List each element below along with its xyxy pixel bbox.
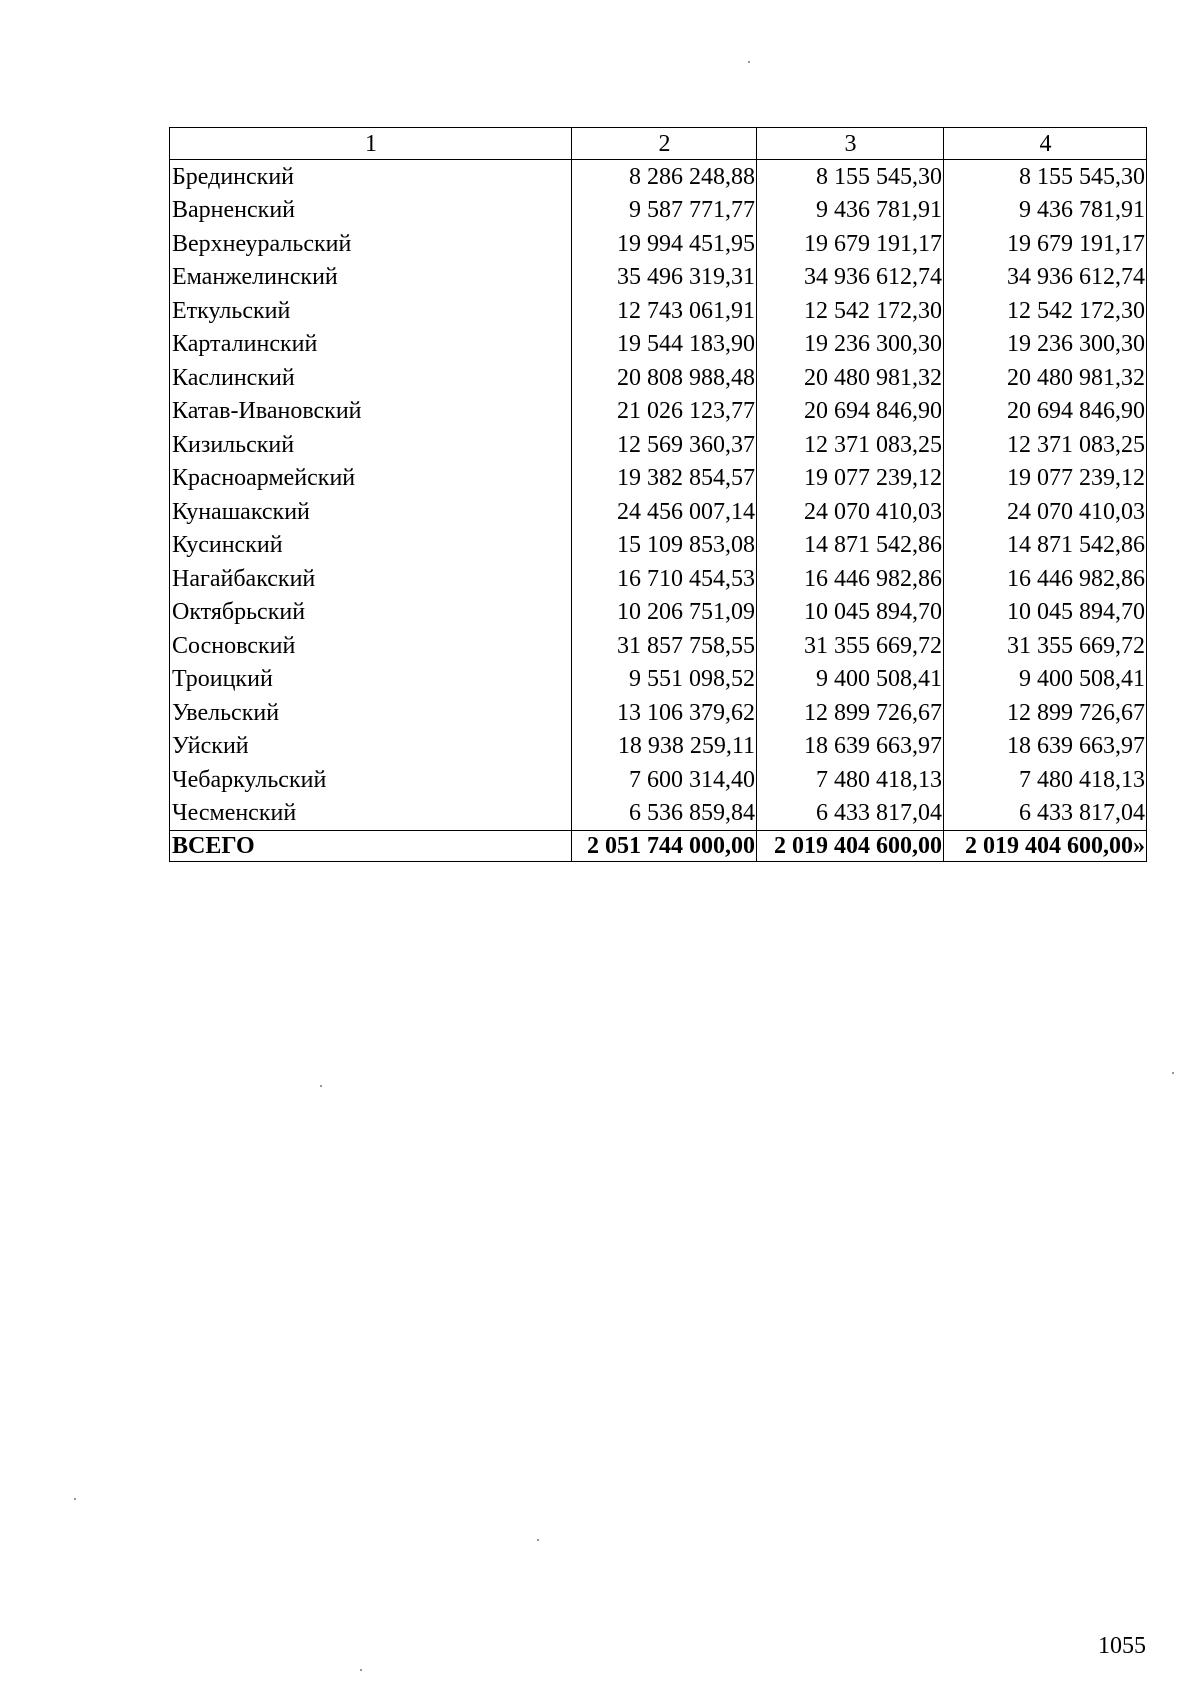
amount-cell-3: 34 936 612,74 bbox=[757, 261, 944, 295]
amount-cell-4: 34 936 612,74 bbox=[944, 261, 1147, 295]
table-row bbox=[170, 696, 1147, 730]
amount-cell-2: 13 106 379,62 bbox=[572, 696, 757, 730]
column-header-4: 4 bbox=[944, 128, 1147, 160]
table-header bbox=[170, 128, 1147, 160]
amount-cell-2: 21 026 123,77 bbox=[572, 395, 757, 429]
table-row bbox=[170, 663, 1147, 697]
amount-cell-4: 9 400 508,41 bbox=[944, 663, 1147, 697]
amount-cell-3: 24 070 410,03 bbox=[757, 495, 944, 529]
budget-table bbox=[169, 127, 1147, 862]
table-row bbox=[170, 294, 1147, 328]
district-name-cell: Увельский bbox=[170, 696, 572, 730]
scan-speck bbox=[748, 61, 750, 63]
amount-cell-2: 7 600 314,40 bbox=[572, 763, 757, 797]
table-row bbox=[170, 227, 1147, 261]
amount-cell-4: 9 436 781,91 bbox=[944, 194, 1147, 228]
column-header-2: 2 bbox=[572, 128, 757, 160]
table-footer bbox=[170, 831, 1147, 862]
amount-cell-4: 19 077 239,12 bbox=[944, 462, 1147, 496]
amount-cell-4: 24 070 410,03 bbox=[944, 495, 1147, 529]
amount-cell-3: 19 077 239,12 bbox=[757, 462, 944, 496]
scan-speck bbox=[360, 1669, 362, 1671]
table-row bbox=[170, 194, 1147, 228]
district-name-cell: Варненский bbox=[170, 194, 572, 228]
table-row bbox=[170, 730, 1147, 764]
page-number: 1055 bbox=[1098, 1633, 1146, 1659]
scan-speck bbox=[74, 1498, 76, 1500]
amount-cell-4: 14 871 542,86 bbox=[944, 529, 1147, 563]
amount-cell-2: 9 551 098,52 bbox=[572, 663, 757, 697]
amount-cell-2: 35 496 319,31 bbox=[572, 261, 757, 295]
district-name-cell: Карталинский bbox=[170, 328, 572, 362]
amount-cell-3: 18 639 663,97 bbox=[757, 730, 944, 764]
amount-cell-2: 19 382 854,57 bbox=[572, 462, 757, 496]
amount-cell-4: 20 480 981,32 bbox=[944, 361, 1147, 395]
column-header-3: 3 bbox=[757, 128, 944, 160]
amount-cell-2: 9 587 771,77 bbox=[572, 194, 757, 228]
district-name-cell: Каслинский bbox=[170, 361, 572, 395]
district-name-cell: Кунашакский bbox=[170, 495, 572, 529]
district-name-cell: Кусинский bbox=[170, 529, 572, 563]
total-value-2: 2 051 744 000,00 bbox=[572, 831, 757, 862]
amount-cell-2: 24 456 007,14 bbox=[572, 495, 757, 529]
scan-speck bbox=[320, 1085, 322, 1087]
amount-cell-4: 12 542 172,30 bbox=[944, 294, 1147, 328]
amount-cell-4: 8 155 545,30 bbox=[944, 160, 1147, 194]
table-row bbox=[170, 428, 1147, 462]
district-name-cell: Еманжелинский bbox=[170, 261, 572, 295]
district-name-cell: Уйский bbox=[170, 730, 572, 764]
amount-cell-2: 15 109 853,08 bbox=[572, 529, 757, 563]
table-row bbox=[170, 596, 1147, 630]
district-name-cell: Красноармейский bbox=[170, 462, 572, 496]
table-row bbox=[170, 361, 1147, 395]
scan-speck bbox=[537, 1539, 539, 1541]
total-label: ВСЕГО bbox=[170, 831, 572, 862]
amount-cell-4: 16 446 982,86 bbox=[944, 562, 1147, 596]
table-row bbox=[170, 462, 1147, 496]
amount-cell-2: 19 994 451,95 bbox=[572, 227, 757, 261]
district-name-cell: Чесменский bbox=[170, 797, 572, 831]
table-row bbox=[170, 395, 1147, 429]
table-row bbox=[170, 529, 1147, 563]
amount-cell-2: 20 808 988,48 bbox=[572, 361, 757, 395]
table-row bbox=[170, 763, 1147, 797]
district-name-cell: Троицкий bbox=[170, 663, 572, 697]
district-name-cell: Сосновский bbox=[170, 629, 572, 663]
scan-speck bbox=[1172, 1072, 1174, 1074]
district-name-cell: Нагайбакский bbox=[170, 562, 572, 596]
table-row bbox=[170, 495, 1147, 529]
amount-cell-4: 12 371 083,25 bbox=[944, 428, 1147, 462]
amount-cell-3: 14 871 542,86 bbox=[757, 529, 944, 563]
district-name-cell: Еткульский bbox=[170, 294, 572, 328]
amount-cell-3: 9 436 781,91 bbox=[757, 194, 944, 228]
amount-cell-4: 7 480 418,13 bbox=[944, 763, 1147, 797]
table-row bbox=[170, 261, 1147, 295]
amount-cell-4: 31 355 669,72 bbox=[944, 629, 1147, 663]
amount-cell-3: 20 480 981,32 bbox=[757, 361, 944, 395]
amount-cell-3: 20 694 846,90 bbox=[757, 395, 944, 429]
amount-cell-4: 18 639 663,97 bbox=[944, 730, 1147, 764]
header-row bbox=[170, 128, 1147, 160]
amount-cell-4: 10 045 894,70 bbox=[944, 596, 1147, 630]
amount-cell-4: 19 679 191,17 bbox=[944, 227, 1147, 261]
amount-cell-2: 12 743 061,91 bbox=[572, 294, 757, 328]
amount-cell-3: 31 355 669,72 bbox=[757, 629, 944, 663]
total-value-4: 2 019 404 600,00» bbox=[944, 831, 1147, 862]
amount-cell-3: 12 899 726,67 bbox=[757, 696, 944, 730]
amount-cell-2: 31 857 758,55 bbox=[572, 629, 757, 663]
amount-cell-2: 12 569 360,37 bbox=[572, 428, 757, 462]
column-header-1: 1 bbox=[170, 128, 572, 160]
table-body bbox=[170, 160, 1147, 831]
amount-cell-3: 19 679 191,17 bbox=[757, 227, 944, 261]
amount-cell-4: 12 899 726,67 bbox=[944, 696, 1147, 730]
district-name-cell: Катав-Ивановский bbox=[170, 395, 572, 429]
amount-cell-2: 10 206 751,09 bbox=[572, 596, 757, 630]
table-row bbox=[170, 797, 1147, 831]
district-name-cell: Кизильский bbox=[170, 428, 572, 462]
amount-cell-3: 10 045 894,70 bbox=[757, 596, 944, 630]
table-row bbox=[170, 629, 1147, 663]
table-row bbox=[170, 562, 1147, 596]
amount-cell-2: 8 286 248,88 bbox=[572, 160, 757, 194]
district-name-cell: Брединский bbox=[170, 160, 572, 194]
total-row bbox=[170, 831, 1147, 862]
amount-cell-3: 12 371 083,25 bbox=[757, 428, 944, 462]
district-name-cell: Чебаркульский bbox=[170, 763, 572, 797]
table-row bbox=[170, 328, 1147, 362]
amount-cell-3: 8 155 545,30 bbox=[757, 160, 944, 194]
amount-cell-2: 18 938 259,11 bbox=[572, 730, 757, 764]
district-name-cell: Верхнеуральский bbox=[170, 227, 572, 261]
amount-cell-2: 6 536 859,84 bbox=[572, 797, 757, 831]
amount-cell-2: 19 544 183,90 bbox=[572, 328, 757, 362]
total-value-3: 2 019 404 600,00 bbox=[757, 831, 944, 862]
amount-cell-3: 16 446 982,86 bbox=[757, 562, 944, 596]
amount-cell-4: 20 694 846,90 bbox=[944, 395, 1147, 429]
amount-cell-3: 6 433 817,04 bbox=[757, 797, 944, 831]
amount-cell-2: 16 710 454,53 bbox=[572, 562, 757, 596]
amount-cell-4: 19 236 300,30 bbox=[944, 328, 1147, 362]
table-row bbox=[170, 160, 1147, 194]
amount-cell-3: 12 542 172,30 bbox=[757, 294, 944, 328]
amount-cell-3: 7 480 418,13 bbox=[757, 763, 944, 797]
amount-cell-4: 6 433 817,04 bbox=[944, 797, 1147, 831]
district-name-cell: Октябрьский bbox=[170, 596, 572, 630]
amount-cell-3: 9 400 508,41 bbox=[757, 663, 944, 697]
amount-cell-3: 19 236 300,30 bbox=[757, 328, 944, 362]
